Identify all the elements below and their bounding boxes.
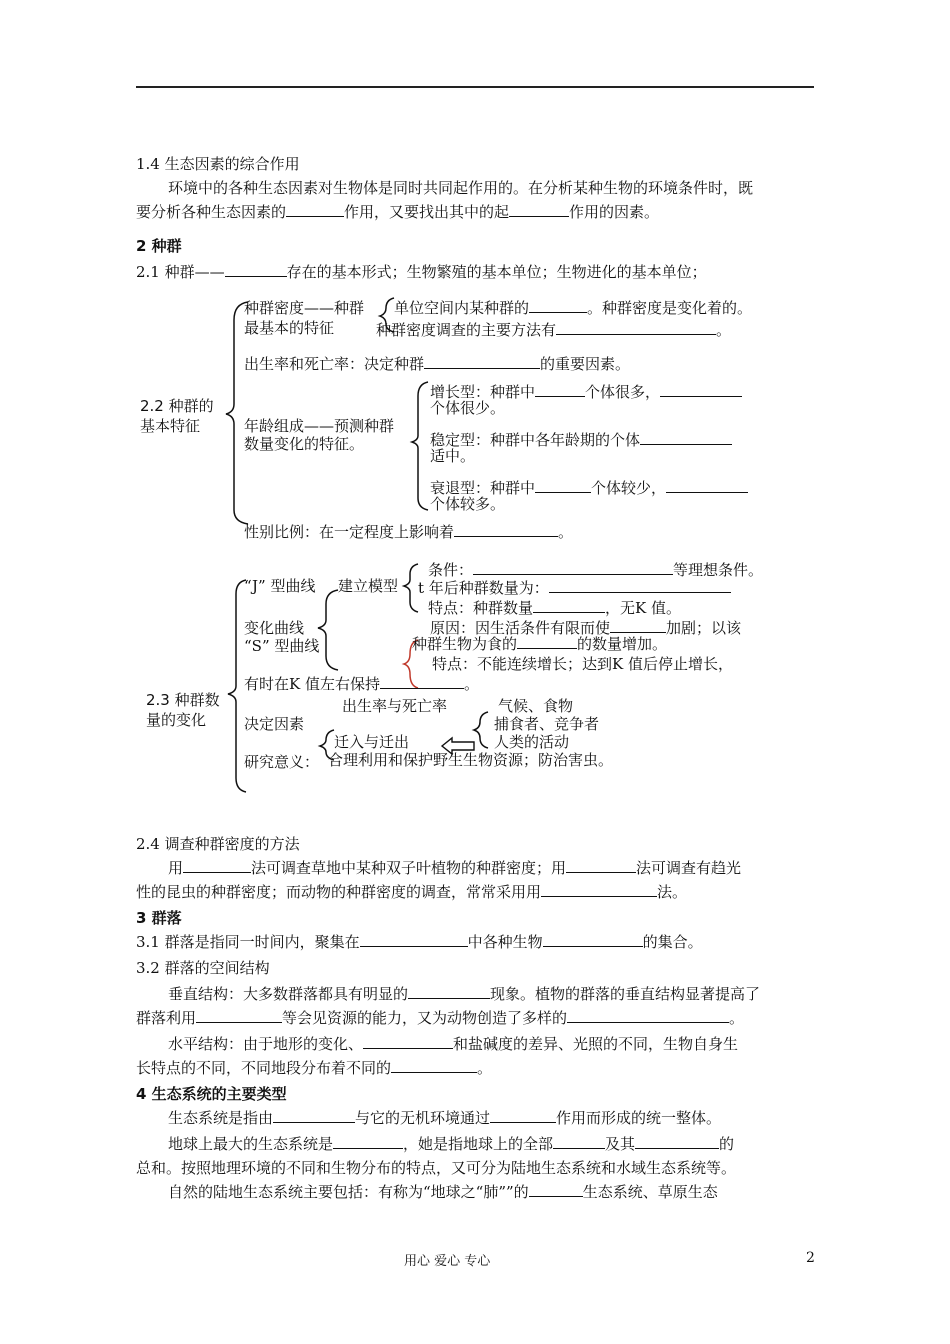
- j-curve: “J” 型曲线: [244, 577, 316, 595]
- age-line2: 数量变化的特征。: [244, 435, 365, 453]
- decline-type-2: 个体较多。: [430, 495, 506, 513]
- horizontal-line2: 长特点的不同，不同地段分布着不同的 。: [136, 1059, 493, 1077]
- decline-type: 衰退型：种群中 个体较少，: [430, 478, 748, 498]
- s-reason: 原因：因生活条件有限而使 加剧；以该: [430, 619, 742, 637]
- growth-type: 增长型：种群中 个体很多，: [430, 382, 742, 402]
- section-3-heading: 3 群落: [136, 909, 182, 927]
- change-curve: 变化曲线: [244, 619, 305, 637]
- age-line1: 年龄组成——预测种群: [244, 417, 395, 435]
- brace-factor: [474, 712, 488, 748]
- label-2-2-line2: 基本特征: [140, 417, 201, 435]
- s31-line: 3.1 群落是指同一时间内，聚集在 中各种生物 的集合。: [136, 933, 703, 951]
- s-curve: “S” 型曲线: [244, 637, 320, 655]
- density-a: 单位空间内某种群的 。种群密度是变化着的。: [394, 299, 753, 317]
- label-2-2-line1: 2.2 种群的: [140, 397, 214, 415]
- s-reason-2: 种群生物为食的 的数量增加。: [412, 635, 668, 653]
- section-2-heading: 2 种群: [136, 237, 182, 255]
- s14-line1: 环境中的各种生态因素对生物体是同时共同起作用的。在分析某种生物的环境条件时，既: [168, 179, 754, 197]
- s4-line4: 自然的陆地生态系统主要包括：有称为“地球之“肺””的 生态系统、草原生态: [168, 1183, 718, 1201]
- birth-death: 出生率和死亡率：决定种群 的重要因素。: [244, 355, 631, 373]
- climate-food: 气候、食物: [498, 697, 574, 715]
- research-meaning: 研究意义：: [244, 753, 320, 771]
- brace-age: [412, 382, 428, 510]
- sex-ratio: 性别比例：在一定程度上影响着 。: [244, 523, 574, 541]
- vertical-line1: 垂直结构：大多数群落都具有明显的 现象。植物的群落的垂直结构显著提高了: [168, 985, 761, 1003]
- s32-heading: 3.2 群落的空间结构: [136, 959, 270, 977]
- predator-competitor: 捕食者、竞争者: [494, 715, 600, 733]
- brace-curve: [318, 590, 338, 670]
- s24-line2: 性的昆虫的种群密度；而动物的种群密度的调查，常常采用用 法。: [136, 883, 688, 901]
- s14-line2: 要分析各种生态因素的 作用，又要找出其中的起 作用的因素。: [136, 203, 660, 221]
- vertical-line2: 群落利用 等会见资源的能力，又为动物创造了多样的 。: [136, 1009, 745, 1027]
- page-number: 2: [806, 1250, 815, 1266]
- density-c: 种群密度调查的主要方法有 。: [376, 321, 732, 339]
- density-line2: 最基本的特征: [244, 319, 335, 337]
- section-2-4-heading: 2.4 调查种群密度的方法: [136, 835, 300, 853]
- label-2-3-line1: 2.3 种群数: [146, 691, 220, 709]
- deciding-factors: 决定因素: [244, 715, 305, 733]
- s4-line3: 总和。按照地理环境的不同和生物分布的特点，又可分为陆地生态系统和水域生态系统等。: [136, 1159, 737, 1177]
- density-line1: 种群密度——种群: [244, 299, 365, 317]
- section-1-4-heading: 1.4 生态因素的综合作用: [136, 155, 300, 173]
- migration: 迁入与迁出: [334, 733, 410, 751]
- protect-resources: 合理利用和保护野生生物资源；防治害虫。: [328, 751, 614, 769]
- s-feature: 特点：不能连续增长；达到K 值后停止增长，: [432, 655, 733, 673]
- horizontal-line1: 水平结构：由于地形的变化、 和盐碱度的差异、光照的不同，生物自身生: [168, 1035, 739, 1053]
- build-model: 建立模型: [338, 577, 399, 595]
- s21-line: 2.1 种群—— 存在的基本形式；生物繁殖的基本单位；生物进化的基本单位；: [136, 263, 707, 281]
- growth-type-2: 个体很少。: [430, 399, 506, 417]
- stable-type: 稳定型：种群中各年龄期的个体: [430, 430, 732, 450]
- birth-death-rate: 出生率与死亡率: [342, 697, 448, 715]
- human-activity: 人类的活动: [494, 733, 570, 751]
- j-feature: 特点：种群数量 ，无K 值。: [428, 599, 681, 617]
- footer-motto: 用心 爱心 专心: [404, 1254, 491, 1269]
- j-t-years: t 年后种群数量为：: [418, 578, 731, 598]
- k-value: 有时在K 值左右保持 。: [244, 675, 479, 693]
- stable-type-2: 适中。: [430, 447, 476, 465]
- label-2-3-line2: 量的变化: [146, 711, 207, 729]
- s24-line1: 用 法可调查草地中某种双子叶植物的种群密度；用 法可调查有趋光: [168, 859, 742, 877]
- section-4-heading: 4 生态系统的主要类型: [136, 1085, 287, 1103]
- brace-jmodel: [404, 564, 418, 612]
- s4-line2: 地球上最大的生态系统是 ，她是指地球上的全部 及其 的: [168, 1135, 735, 1153]
- j-condition: 条件： 等理想条件。: [428, 561, 764, 579]
- s4-line1: 生态系统是指由 与它的无机环境通过 作用而形成的统一整体。: [168, 1109, 722, 1127]
